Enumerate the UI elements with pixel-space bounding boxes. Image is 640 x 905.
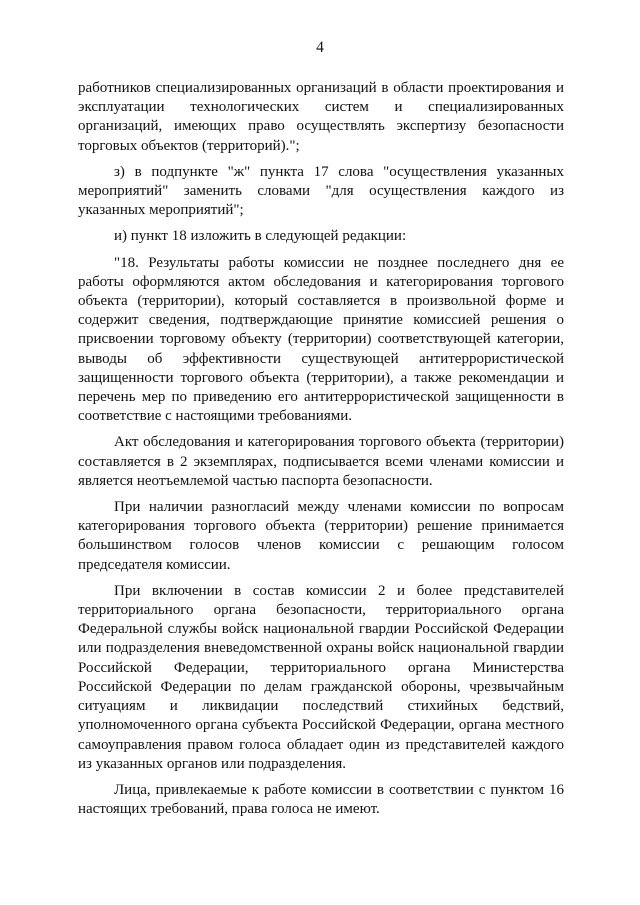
paragraph-item-18: "18. Результаты работы комиссии не позднее последнего дня ее работы оформляются актом обследования и категорирования торгового объекта (территории), который составляется в произвольной форме и содержит сведения, подтверждающие принятие комиссией решения о присвоении торговому объекту (территории) соответствующей категории, выводы об эффективности существующей антитеррористической защищенности торгового объекта (территории), а также рекомендации и перечень мер по приведению его антитеррористической защищенности в соответствие с настоящими требованиями.: [78, 254, 564, 425]
page-number: 4: [316, 39, 324, 56]
paragraph-subitem-i: и) пункт 18 изложить в следующей редакции:: [114, 228, 407, 245]
paragraph-voting-rights: Лица, привлекаемые к работе комиссии в соответствии с пунктом 16 настоящих требований, права голоса не имеют.: [78, 781, 564, 818]
paragraph-act: Акт обследования и категорирования торгового объекта (территории) составляется в 2 экземплярах, подписывается всеми членами комиссии и является неотъемлемой частью паспорта безопасности.: [78, 434, 564, 489]
document-body: [78, 79, 564, 819]
paragraph-continuation: работников специализированных организаций в области проектирования и эксплуатации технологических систем и специализированных организаций, имеющих право осуществлять экспертизу безопасности торговых объектов (территорий).";: [78, 80, 564, 154]
paragraph-subitem-z: з) в подпункте "ж" пункта 17 слова "осуществления указанных мероприятий" заменить словами "для осуществления каждого из указанных мероприятий";: [78, 163, 564, 219]
paragraph-representatives: При включении в состав комиссии 2 и более представителей территориального органа безопасности, территориального органа Федеральной службы войск национальной гвардии Российской Федерации или подразделения вневедомственной охраны войск национальной гвардии Российской Федерации, территориального органа Министерства Российской Федерации по делам гражданской обороны, чрезвычайным ситуациям и ликвидации последствий стихийных бедствий, уполномоченного органа субъекта Российской Федерации, органа местного самоуправления правом голоса обладает один из представителей каждого из указанных органов или подразделения.: [78, 582, 564, 772]
paragraph-disagreements: При наличии разногласий между членами комиссии по вопросам категорирования торгового объекта (территории) решение принимается большинством голосов членов комиссии с решающим голосом председателя комиссии.: [78, 499, 564, 573]
